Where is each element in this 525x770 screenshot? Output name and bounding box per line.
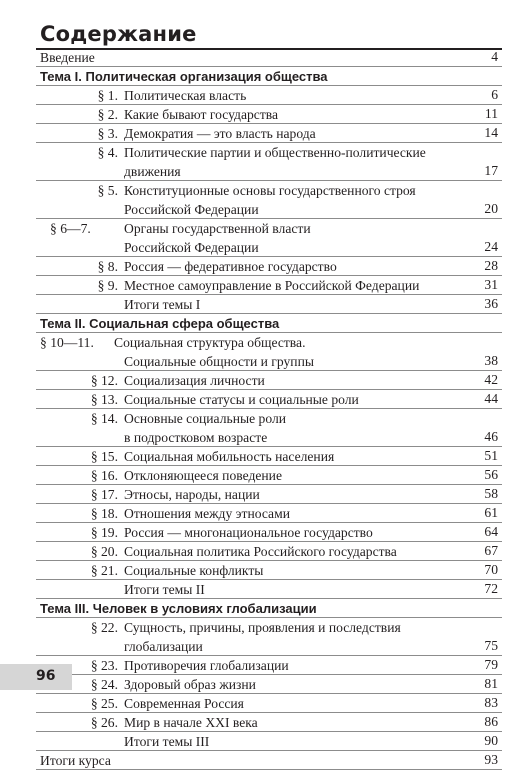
entry-title: Какие бывают государства	[124, 107, 279, 122]
page-number: 96	[36, 668, 56, 684]
toc-entry	[36, 561, 502, 580]
page-ref: 28	[484, 258, 498, 273]
section-number: § 3.	[97, 126, 118, 141]
entry-title: Тема II. Социальная сфера общества	[40, 316, 280, 331]
entry-title: Основные социальные роли	[124, 411, 287, 426]
section-number: § 1.	[97, 88, 118, 103]
page-ref: 75	[484, 638, 498, 653]
toc-entry	[36, 485, 502, 504]
section-number: § 22.	[90, 620, 118, 635]
entry-title: Тема III. Человек в условиях глобализации	[40, 601, 317, 616]
page-ref: 36	[484, 296, 498, 311]
toc-entry	[36, 124, 502, 143]
page-ref: 90	[484, 733, 498, 748]
page-ref: 31	[484, 277, 498, 292]
entry-title: Политическая власть	[124, 88, 247, 103]
entry-title: Отношения между этносами	[124, 506, 290, 521]
page-ref: 79	[484, 657, 498, 672]
page-ref: 83	[484, 695, 498, 710]
entry-title: Россия — федеративное государство	[124, 259, 337, 274]
toc-heading	[36, 314, 502, 333]
page-ref: 11	[484, 106, 498, 121]
entry-title: Демократия — это власть народа	[124, 126, 316, 141]
entry-title: Российской Федерации	[124, 240, 259, 255]
page-ref: 44	[484, 391, 498, 406]
section-number: § 17.	[90, 487, 118, 502]
entry-title: Итоги темы I	[124, 297, 201, 312]
page-ref: 24	[484, 239, 498, 254]
entry-title: Социальная структура общества.	[114, 335, 306, 350]
toc-entry	[36, 713, 502, 732]
section-number: § 8.	[97, 259, 118, 274]
section-number: § 19.	[90, 525, 118, 540]
entry-title: Социализация личности	[124, 373, 265, 388]
toc-entry	[36, 219, 502, 257]
entry-title: Здоровый образ жизни	[124, 677, 256, 692]
toc-entry	[36, 276, 502, 295]
section-number: § 12.	[90, 373, 118, 388]
toc-entry	[36, 504, 502, 523]
section-number: § 4.	[97, 145, 118, 160]
toc-entry	[36, 86, 502, 105]
entry-title: Органы государственной власти	[124, 221, 311, 236]
toc-entry	[36, 390, 502, 409]
page-ref: 46	[484, 429, 498, 444]
entry-title: Конституционные основы государственного строя	[124, 183, 416, 198]
page-ref: 70	[484, 562, 498, 577]
page-ref: 58	[484, 486, 498, 501]
toc-entry	[36, 523, 502, 542]
section-number: § 20.	[90, 544, 118, 559]
toc-entry	[36, 409, 502, 447]
entry-title: Россия — многонациональное государство	[124, 525, 373, 540]
entry-title: в подростковом возрасте	[124, 430, 268, 445]
toc-entry	[36, 295, 502, 314]
entry-title: Мир в начале XXI века	[124, 715, 258, 730]
section-number: § 9.	[97, 278, 118, 293]
page-ref: 14	[484, 125, 498, 140]
toc-entry	[36, 618, 502, 656]
page-ref: 42	[484, 372, 498, 387]
page-ref: 64	[484, 524, 498, 539]
entry-title: Местное самоуправление в Российской Федерации	[124, 278, 420, 293]
section-number: § 5.	[97, 183, 118, 198]
page-ref: 93	[484, 752, 498, 767]
page-ref: 81	[484, 676, 498, 691]
section-number: § 23.	[90, 658, 118, 673]
section-number: § 15.	[90, 449, 118, 464]
toc-entry	[36, 333, 502, 371]
toc-entry	[36, 48, 502, 67]
entry-title: Политические партии и общественно-политические	[124, 145, 426, 160]
entry-title: Этносы, народы, нации	[124, 487, 260, 502]
section-number: § 18.	[90, 506, 118, 521]
page-ref: 38	[484, 353, 498, 368]
entry-title: Итоги темы II	[124, 582, 205, 597]
page-title: Содержание	[40, 22, 197, 46]
toc-entry	[36, 105, 502, 124]
toc-entry	[36, 447, 502, 466]
toc-entry	[36, 542, 502, 561]
section-number: § 10—11.	[40, 335, 94, 350]
page-ref: 61	[484, 505, 498, 520]
page-ref: 72	[484, 581, 498, 596]
toc-entry	[36, 675, 502, 694]
section-number: § 2.	[97, 107, 118, 122]
toc-heading	[36, 599, 502, 618]
toc-heading	[36, 67, 502, 86]
entry-title: Итоги темы III	[124, 734, 210, 749]
toc-entry	[36, 257, 502, 276]
page-header	[36, 8, 502, 50]
toc-entry	[36, 751, 502, 770]
entry-title: Введение	[40, 50, 95, 65]
page-ref: 6	[491, 87, 498, 102]
entry-title: Тема I. Политическая организация общества	[40, 69, 328, 84]
toc-entry	[36, 656, 502, 675]
section-number: § 14.	[90, 411, 118, 426]
toc-entry	[36, 371, 502, 390]
page-ref: 51	[484, 448, 498, 463]
entry-title: Российской Федерации	[124, 202, 259, 217]
section-number: § 6—7.	[50, 221, 91, 236]
section-number: § 21.	[90, 563, 118, 578]
entry-title: Социальные общности и группы	[124, 354, 314, 369]
entry-title: Социальные конфликты	[124, 563, 264, 578]
toc-entry	[36, 181, 502, 219]
page-ref: 56	[484, 467, 498, 482]
section-number: § 16.	[90, 468, 118, 483]
page-ref: 67	[484, 543, 498, 558]
entry-title: Противоречия глобализации	[124, 658, 289, 673]
entry-title: Итоги курса	[40, 753, 111, 768]
page-ref: 20	[484, 201, 498, 216]
entry-title: Сущность, причины, проявления и последствия	[124, 620, 401, 635]
toc-entry	[36, 732, 502, 751]
entry-title: Социальная политика Российского государства	[124, 544, 397, 559]
table-of-contents	[36, 48, 502, 770]
entry-title: движения	[124, 164, 181, 179]
toc-entry	[36, 143, 502, 181]
section-number: § 25.	[90, 696, 118, 711]
entry-title: Социальная мобильность населения	[124, 449, 335, 464]
page-ref: 86	[484, 714, 498, 729]
entry-title: Отклоняющееся поведение	[124, 468, 282, 483]
toc-entry	[36, 694, 502, 713]
toc-entry	[36, 580, 502, 599]
toc-entry	[36, 466, 502, 485]
entry-title: Современная Россия	[124, 696, 244, 711]
entry-title: глобализации	[124, 639, 203, 654]
page-ref: 17	[484, 163, 498, 178]
section-number: § 26.	[90, 715, 118, 730]
page-ref: 4	[491, 49, 498, 64]
section-number: § 24.	[90, 677, 118, 692]
section-number: § 13.	[90, 392, 118, 407]
entry-title: Социальные статусы и социальные роли	[124, 392, 359, 407]
